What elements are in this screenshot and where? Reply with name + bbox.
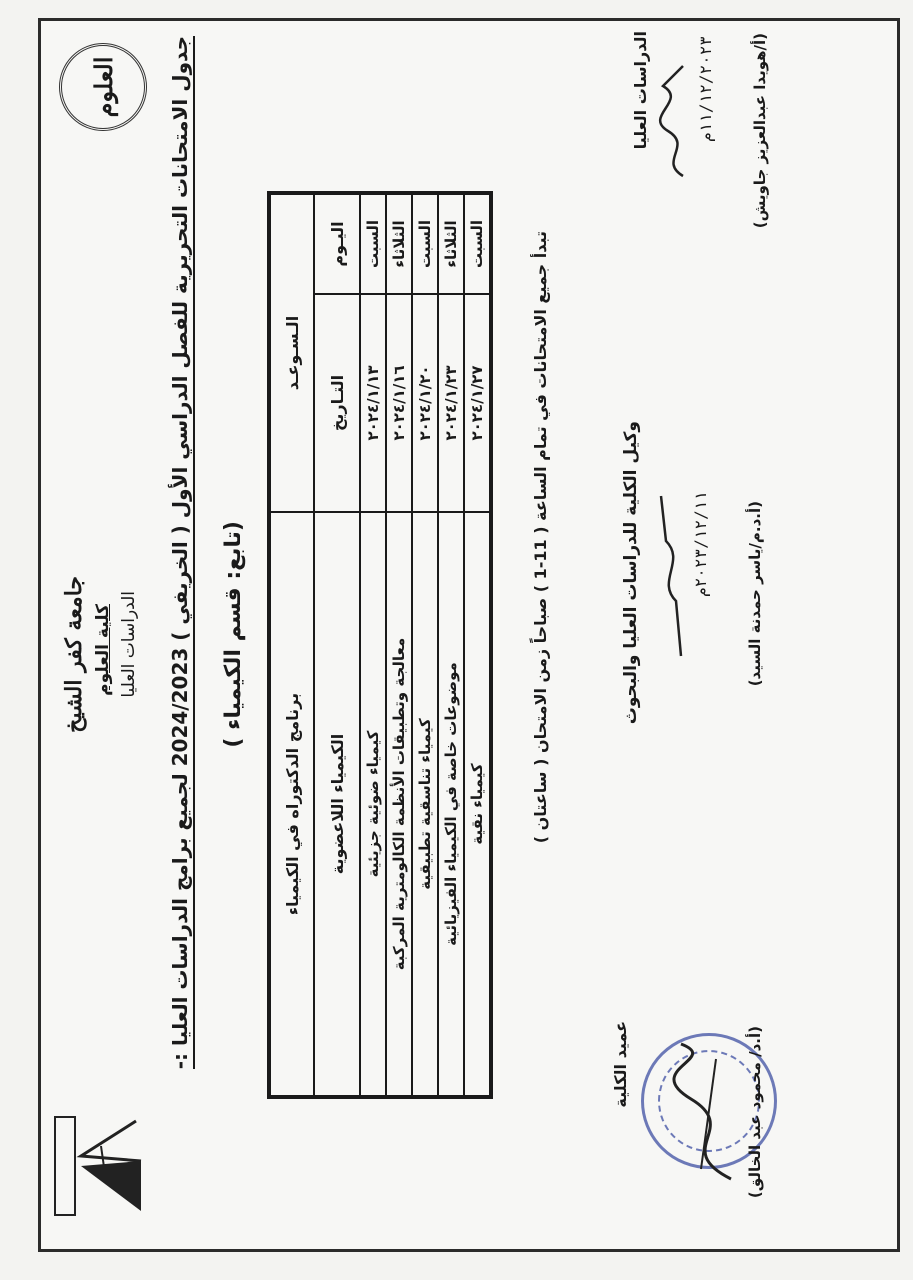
row-date: ٢٠٢٤/١/٢٠ xyxy=(412,294,438,512)
day-header: اليـوم xyxy=(314,193,360,294)
row-date: ٢٠٢٤/١/١٣ xyxy=(360,294,386,512)
row-course: كيمياء تناسقية تطبيقية xyxy=(412,512,438,1097)
table-row xyxy=(386,193,412,1097)
signature-scribble xyxy=(653,61,698,181)
exam-time-note: تبدأ جميع الامتحانات في تمام الساعة ( 11-1 ) صباحاً زمن الامتحان ( ساعتان ) xyxy=(531,231,550,844)
table-row xyxy=(438,193,464,1097)
signature-title: الدراسات العليا xyxy=(631,31,650,150)
week-header: الـسـوعـد xyxy=(269,193,314,512)
table-header-row xyxy=(269,193,314,1097)
signature-date: ١١/١٢/٢٠٢٣م xyxy=(696,36,715,142)
row-day: السبت xyxy=(412,193,438,294)
table-row xyxy=(412,193,438,1097)
page-subtitle: (تابع: قسم الكيمياء ) xyxy=(221,521,246,748)
row-day: السبت xyxy=(464,193,491,294)
signature-date: ٢٠٢٣/١٢/١١م xyxy=(691,491,710,597)
specialization-header: الكيمياء اللاعضوية xyxy=(314,512,360,1097)
row-day: الثلاثاء xyxy=(386,193,412,294)
row-course: كيمياء نقية xyxy=(464,512,491,1097)
table-subheader-row xyxy=(314,193,360,1097)
row-date: ٢٠٢٤/١/١٦ xyxy=(386,294,412,512)
table-row xyxy=(360,193,386,1097)
faculty-logo-icon xyxy=(51,1111,146,1221)
document-page xyxy=(38,18,900,1252)
signatory-name: (أ/هويدا عبدالعزيز جاويش) xyxy=(751,33,769,229)
row-course: موضوعات خاصة في الكيمياء الفيزيائية xyxy=(438,512,464,1097)
page-title: جدول الامتحانات التحريرية للفصل الدراسي الأول ( الخريفي ) 2024/2023 لجميع برامج الدراسات العليا :- xyxy=(168,36,195,1069)
rotated-content xyxy=(41,21,897,1249)
faculty-name: كلية العلوم xyxy=(93,604,113,696)
table-row xyxy=(464,193,491,1097)
row-date: ٢٠٢٤/١/٢٧ xyxy=(464,294,491,512)
university-name: جامعة كفر الشيخ xyxy=(61,576,87,733)
signature-title: عميد الكلية xyxy=(611,1021,630,1108)
row-day: السبت xyxy=(360,193,386,294)
university-logo: العلوم xyxy=(59,43,147,131)
signatory-name: (أ.د.م/ياسر حمدنة السيد) xyxy=(746,501,764,687)
row-date: ٢٠٢٤/١/٢٣ xyxy=(438,294,464,512)
program-header: برنامج الدكتوراه في الكيمياء xyxy=(269,512,314,1097)
row-day: الثلاثاء xyxy=(438,193,464,294)
signature-scribble xyxy=(661,1039,751,1189)
row-course: كيمياء ضوئية جزيئية xyxy=(360,512,386,1097)
department-name: الدراسات العليا xyxy=(119,591,139,698)
signatory-name: (أ.د/ محمود عبد الخالق) xyxy=(746,1026,764,1199)
date-header: التـاريخ xyxy=(314,294,360,512)
signature-scribble xyxy=(646,491,691,661)
signature-title: وكيل الكلية للدراسات العليا والبحوث xyxy=(621,421,641,725)
exam-schedule-table xyxy=(267,191,493,1099)
row-course: معالجة وتطبيقات الأنظمة الكالومترية المركبة xyxy=(386,512,412,1097)
